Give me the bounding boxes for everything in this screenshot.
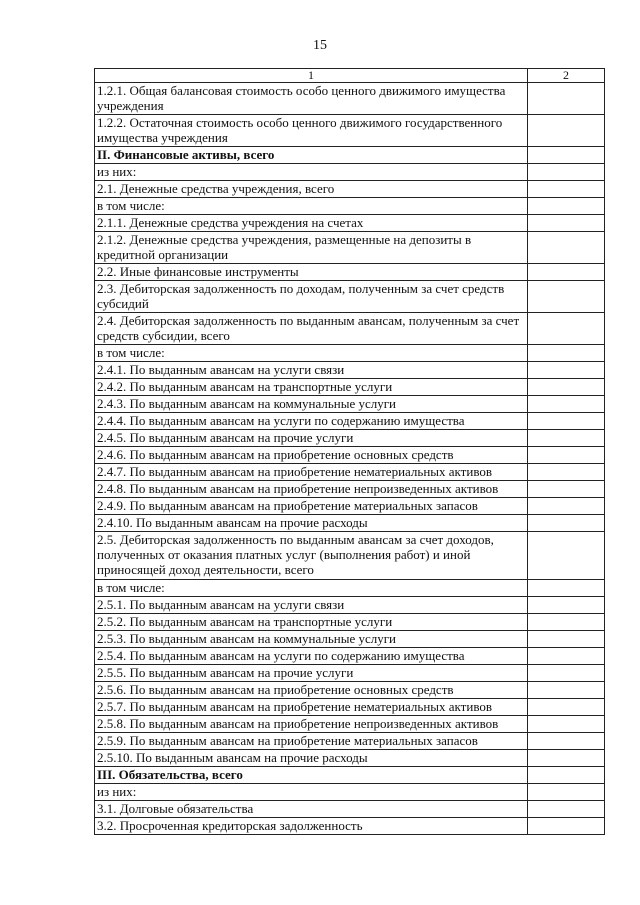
table-row: [95, 784, 605, 801]
row-value: [528, 379, 605, 396]
row-value: [528, 682, 605, 699]
row-label: 2.4.4. По выданным авансам на услуги по содержанию имущества: [95, 413, 528, 430]
row-label: в том числе:: [95, 580, 528, 597]
table-row: [95, 181, 605, 198]
table-row: [95, 614, 605, 631]
row-value: [528, 164, 605, 181]
row-value: [528, 801, 605, 818]
table-row: [95, 665, 605, 682]
row-value: [528, 515, 605, 532]
row-label: 2.4.3. По выданным авансам на коммунальные услуги: [95, 396, 528, 413]
row-value: [528, 614, 605, 631]
row-label: 2.4.1. По выданным авансам на услуги связи: [95, 362, 528, 379]
row-value: [528, 631, 605, 648]
row-value: [528, 665, 605, 682]
row-value: [528, 733, 605, 750]
table-row: [95, 198, 605, 215]
row-label: 2.5.8. По выданным авансам на приобретение непроизведенных активов: [95, 716, 528, 733]
row-label: 2.1. Денежные средства учреждения, всего: [95, 181, 528, 198]
row-value: [528, 198, 605, 215]
table-row: [95, 430, 605, 447]
row-value: [528, 481, 605, 498]
row-value: [528, 396, 605, 413]
table-row: [95, 464, 605, 481]
table-row: [95, 515, 605, 532]
row-label: 2.1.1. Денежные средства учреждения на счетах: [95, 215, 528, 232]
table-row: [95, 532, 605, 580]
row-label: 3.2. Просроченная кредиторская задолженность: [95, 818, 528, 835]
table-row: [95, 396, 605, 413]
column-header-1: 1: [95, 69, 528, 83]
row-label: II. Финансовые активы, всего: [95, 147, 528, 164]
table-row: [95, 631, 605, 648]
table-row: [95, 83, 605, 115]
row-value: [528, 313, 605, 345]
table-row: [95, 481, 605, 498]
table-row: [95, 281, 605, 313]
table-row: [95, 362, 605, 379]
row-value: [528, 232, 605, 264]
row-label: в том числе:: [95, 345, 528, 362]
table-row: [95, 818, 605, 835]
row-label: 2.2. Иные финансовые инструменты: [95, 264, 528, 281]
row-label: 2.5.10. По выданным авансам на прочие расходы: [95, 750, 528, 767]
row-value: [528, 532, 605, 580]
table-row: [95, 716, 605, 733]
row-label: 3.1. Долговые обязательства: [95, 801, 528, 818]
row-value: [528, 580, 605, 597]
table-row: [95, 597, 605, 614]
row-value: [528, 345, 605, 362]
row-label: 2.5.5. По выданным авансам на прочие услуги: [95, 665, 528, 682]
row-label: 2.4.8. По выданным авансам на приобретение непроизведенных активов: [95, 481, 528, 498]
table-row: [95, 699, 605, 716]
row-value: [528, 147, 605, 164]
table-row: [95, 648, 605, 665]
row-value: [528, 215, 605, 232]
row-value: [528, 750, 605, 767]
row-value: [528, 413, 605, 430]
row-value: [528, 498, 605, 515]
row-label: 2.5.2. По выданным авансам на транспортные услуги: [95, 614, 528, 631]
row-label: 1.2.2. Остаточная стоимость особо ценного движимого государственного имущества учреждения: [95, 115, 528, 147]
row-value: [528, 648, 605, 665]
row-label: 2.5.4. По выданным авансам на услуги по содержанию имущества: [95, 648, 528, 665]
row-label: в том числе:: [95, 198, 528, 215]
table-row: [95, 580, 605, 597]
row-value: [528, 362, 605, 379]
table-header-row: [95, 69, 605, 83]
row-value: [528, 281, 605, 313]
row-value: [528, 430, 605, 447]
row-label: 2.5.7. По выданным авансам на приобретение нематериальных активов: [95, 699, 528, 716]
table-row: [95, 147, 605, 164]
row-label: 2.5.6. По выданным авансам на приобретение основных средств: [95, 682, 528, 699]
row-value: [528, 784, 605, 801]
column-header-2: 2: [528, 69, 605, 83]
row-value: [528, 115, 605, 147]
row-label: 2.4.10. По выданным авансам на прочие расходы: [95, 515, 528, 532]
table-row: [95, 801, 605, 818]
table-row: [95, 313, 605, 345]
row-label: 2.5.9. По выданным авансам на приобретение материальных запасов: [95, 733, 528, 750]
row-value: [528, 264, 605, 281]
page-number: 15: [313, 38, 327, 53]
row-label: 2.4.2. По выданным авансам на транспортные услуги: [95, 379, 528, 396]
row-value: [528, 767, 605, 784]
row-value: [528, 597, 605, 614]
row-label: 2.3. Дебиторская задолженность по доходам, полученным за счет средств субсидий: [95, 281, 528, 313]
row-label: 1.2.1. Общая балансовая стоимость особо ценного движимого имущества учреждения: [95, 83, 528, 115]
row-value: [528, 818, 605, 835]
row-label: из них:: [95, 164, 528, 181]
table-row: [95, 232, 605, 264]
row-label: 2.4.5. По выданным авансам на прочие услуги: [95, 430, 528, 447]
row-label: 2.5. Дебиторская задолженность по выданным авансам за счет доходов, полученных от оказания платных услуг (выполнения работ) и иной приносящей доход деятельности, всего: [95, 532, 528, 580]
table-row: [95, 345, 605, 362]
row-value: [528, 181, 605, 198]
table-row: [95, 379, 605, 396]
table-row: [95, 413, 605, 430]
row-label: 2.4.9. По выданным авансам на приобретение материальных запасов: [95, 498, 528, 515]
row-label: 2.5.3. По выданным авансам на коммунальные услуги: [95, 631, 528, 648]
report-table: [94, 68, 605, 835]
row-label: 2.4.7. По выданным авансам на приобретение нематериальных активов: [95, 464, 528, 481]
row-value: [528, 464, 605, 481]
table-row: [95, 750, 605, 767]
row-label: 2.4. Дебиторская задолженность по выданным авансам, полученным за счет средств субсидии, всего: [95, 313, 528, 345]
table-row: [95, 733, 605, 750]
table-row: [95, 498, 605, 515]
table-row: [95, 115, 605, 147]
row-label: 2.4.6. По выданным авансам на приобретение основных средств: [95, 447, 528, 464]
table-row: [95, 767, 605, 784]
table-row: [95, 682, 605, 699]
row-value: [528, 447, 605, 464]
row-label: из них:: [95, 784, 528, 801]
table-row: [95, 264, 605, 281]
row-value: [528, 716, 605, 733]
table-row: [95, 447, 605, 464]
table-row: [95, 164, 605, 181]
row-label: 2.5.1. По выданным авансам на услуги связи: [95, 597, 528, 614]
row-value: [528, 699, 605, 716]
row-value: [528, 83, 605, 115]
table-row: [95, 215, 605, 232]
row-label: 2.1.2. Денежные средства учреждения, размещенные на депозиты в кредитной организации: [95, 232, 528, 264]
row-label: III. Обязательства, всего: [95, 767, 528, 784]
